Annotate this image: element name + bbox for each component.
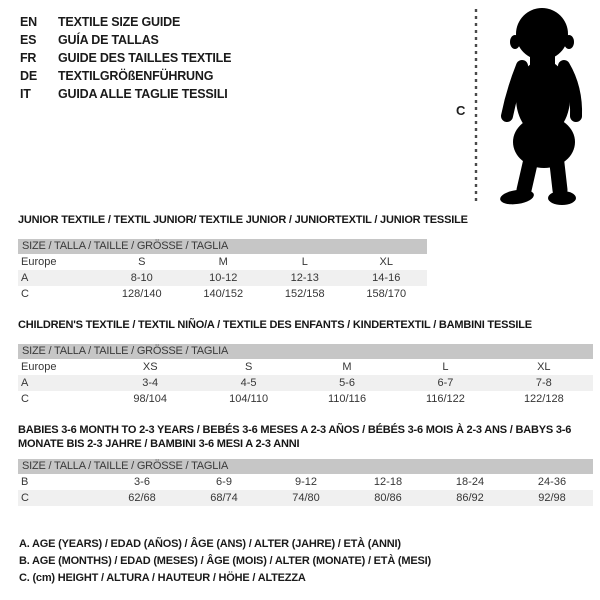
value-cell: 18-24 (455, 476, 485, 488)
size-cell: XL (379, 256, 393, 268)
language-row (20, 67, 231, 85)
value-cell: 68/74 (210, 492, 238, 504)
size-table (18, 239, 427, 302)
row-label: Europe (21, 256, 57, 268)
language-title: GUÍA DE TALLAS (58, 33, 159, 47)
row-label: Europe (21, 361, 57, 373)
language-title: TEXTILE SIZE GUIDE (58, 15, 181, 29)
language-code: DE (20, 69, 37, 83)
size-cell: S (244, 361, 253, 373)
language-title: GUIDA ALLE TAGLIE TESSILI (58, 87, 228, 101)
value-cell: 5-6 (339, 377, 355, 389)
value-cell: 12-18 (373, 476, 403, 488)
value-cell: 110/116 (327, 393, 367, 405)
toddler-silhouette-figure (450, 5, 600, 210)
row-label: A (21, 272, 29, 284)
size-cell: M (342, 361, 352, 373)
language-row (20, 49, 231, 67)
size-cell: XS (142, 361, 158, 373)
language-code: EN (20, 15, 37, 29)
value-cell: 14-16 (372, 272, 401, 284)
value-cell: 74/80 (292, 492, 320, 504)
legend-line-c: C. (cm) HEIGHT / ALTURA / HAUTEUR / HÖHE / ALTEZZA (19, 572, 306, 584)
row-label: C (21, 288, 29, 300)
size-cell: S (138, 256, 146, 268)
row-label: A (21, 377, 29, 389)
language-row (20, 31, 231, 49)
value-cell: 140/152 (203, 288, 244, 300)
value-cell: 7-8 (535, 377, 552, 389)
language-title-list (20, 13, 231, 103)
toddler-silhouette (499, 8, 576, 206)
table-header-band: SIZE / TALLA / TAILLE / GRÖSSE / TAGLIA (18, 239, 427, 254)
table-title: JUNIOR TEXTILE / TEXTIL JUNIOR/ TEXTILE JUNIOR / JUNIORTEXTIL / JUNIOR TESSILE (18, 214, 468, 226)
table-header-band: SIZE / TALLA / TAILLE / GRÖSSE / TAGLIA (18, 344, 593, 359)
size-cell: L (442, 361, 449, 373)
table-header-band: SIZE / TALLA / TAILLE / GRÖSSE / TAGLIA (18, 459, 593, 474)
table-row (18, 391, 593, 407)
size-table (18, 459, 593, 506)
value-cell: 10-12 (209, 272, 238, 284)
value-cell: 9-12 (294, 476, 318, 488)
value-cell: 152/158 (284, 288, 325, 300)
table-row (18, 375, 593, 391)
language-row (20, 85, 231, 103)
language-code: FR (20, 51, 37, 65)
size-cell: M (218, 256, 228, 268)
table-row (18, 254, 427, 270)
measurement-legend (19, 536, 431, 587)
row-label: B (21, 476, 29, 488)
junior-size-table-section (18, 213, 468, 302)
language-code: ES (20, 33, 37, 47)
value-cell: 24-36 (537, 476, 567, 488)
language-title: GUIDE DES TAILLES TEXTILE (58, 51, 232, 65)
value-cell: 158/170 (366, 288, 407, 300)
value-cell: 98/104 (133, 393, 168, 405)
value-cell: 3-4 (142, 377, 159, 389)
babies-size-table-section (18, 423, 593, 506)
table-title: BABIES 3-6 MONTH TO 2-3 YEARS / BEBÉS 3-6 MESES A 2-3 AÑOS / BÉBÉS 3-6 MOIS À 2-3 ANS / BABYS 3-6 MONATE BIS 2-3 JAHRE / BAMBINI 3-6 MESI A 2-3 ANNI (18, 424, 572, 450)
value-cell: 122/128 (523, 393, 564, 405)
table-row (18, 474, 593, 490)
children-size-table-section (18, 318, 593, 407)
row-label: C (21, 492, 29, 504)
value-cell: 6-7 (437, 377, 454, 389)
legend-line-a: A. AGE (YEARS) / EDAD (AÑOS) / ÂGE (ANS) / ALTER (JAHRE) / ETÀ (ANNI) (19, 538, 401, 550)
value-cell: 116/122 (425, 393, 465, 405)
table-row (18, 286, 427, 302)
legend-line-b: B. AGE (MONTHS) / EDAD (MESES) / ÂGE (MOIS) / ALTER (MONATE) / ETÀ (MESI) (19, 555, 431, 567)
value-cell: 6-9 (216, 476, 232, 488)
value-cell: 92/98 (538, 492, 566, 504)
size-cell: XL (537, 361, 551, 373)
value-cell: 12-13 (290, 272, 319, 284)
table-row (18, 359, 593, 375)
value-cell: 62/68 (128, 492, 156, 504)
language-title: TEXTILGRÖßENFÜHRUNG (58, 69, 214, 83)
value-cell: 128/140 (121, 288, 162, 300)
language-row (20, 13, 231, 31)
language-code: IT (20, 87, 31, 101)
measure-label-c: C (456, 103, 466, 118)
value-cell: 3-6 (134, 476, 150, 488)
size-table (18, 344, 593, 407)
row-label: C (21, 393, 29, 405)
value-cell: 80/86 (374, 492, 402, 504)
table-row (18, 270, 427, 286)
size-cell: L (301, 256, 308, 268)
value-cell: 86/92 (456, 492, 484, 504)
value-cell: 104/110 (229, 393, 269, 405)
value-cell: 4-5 (240, 377, 257, 389)
value-cell: 8-10 (130, 272, 153, 284)
table-title: CHILDREN'S TEXTILE / TEXTIL NIÑO/A / TEXTILE DES ENFANTS / KINDERTEXTIL / BAMBINI TESSILE (18, 319, 532, 331)
table-row (18, 490, 593, 506)
